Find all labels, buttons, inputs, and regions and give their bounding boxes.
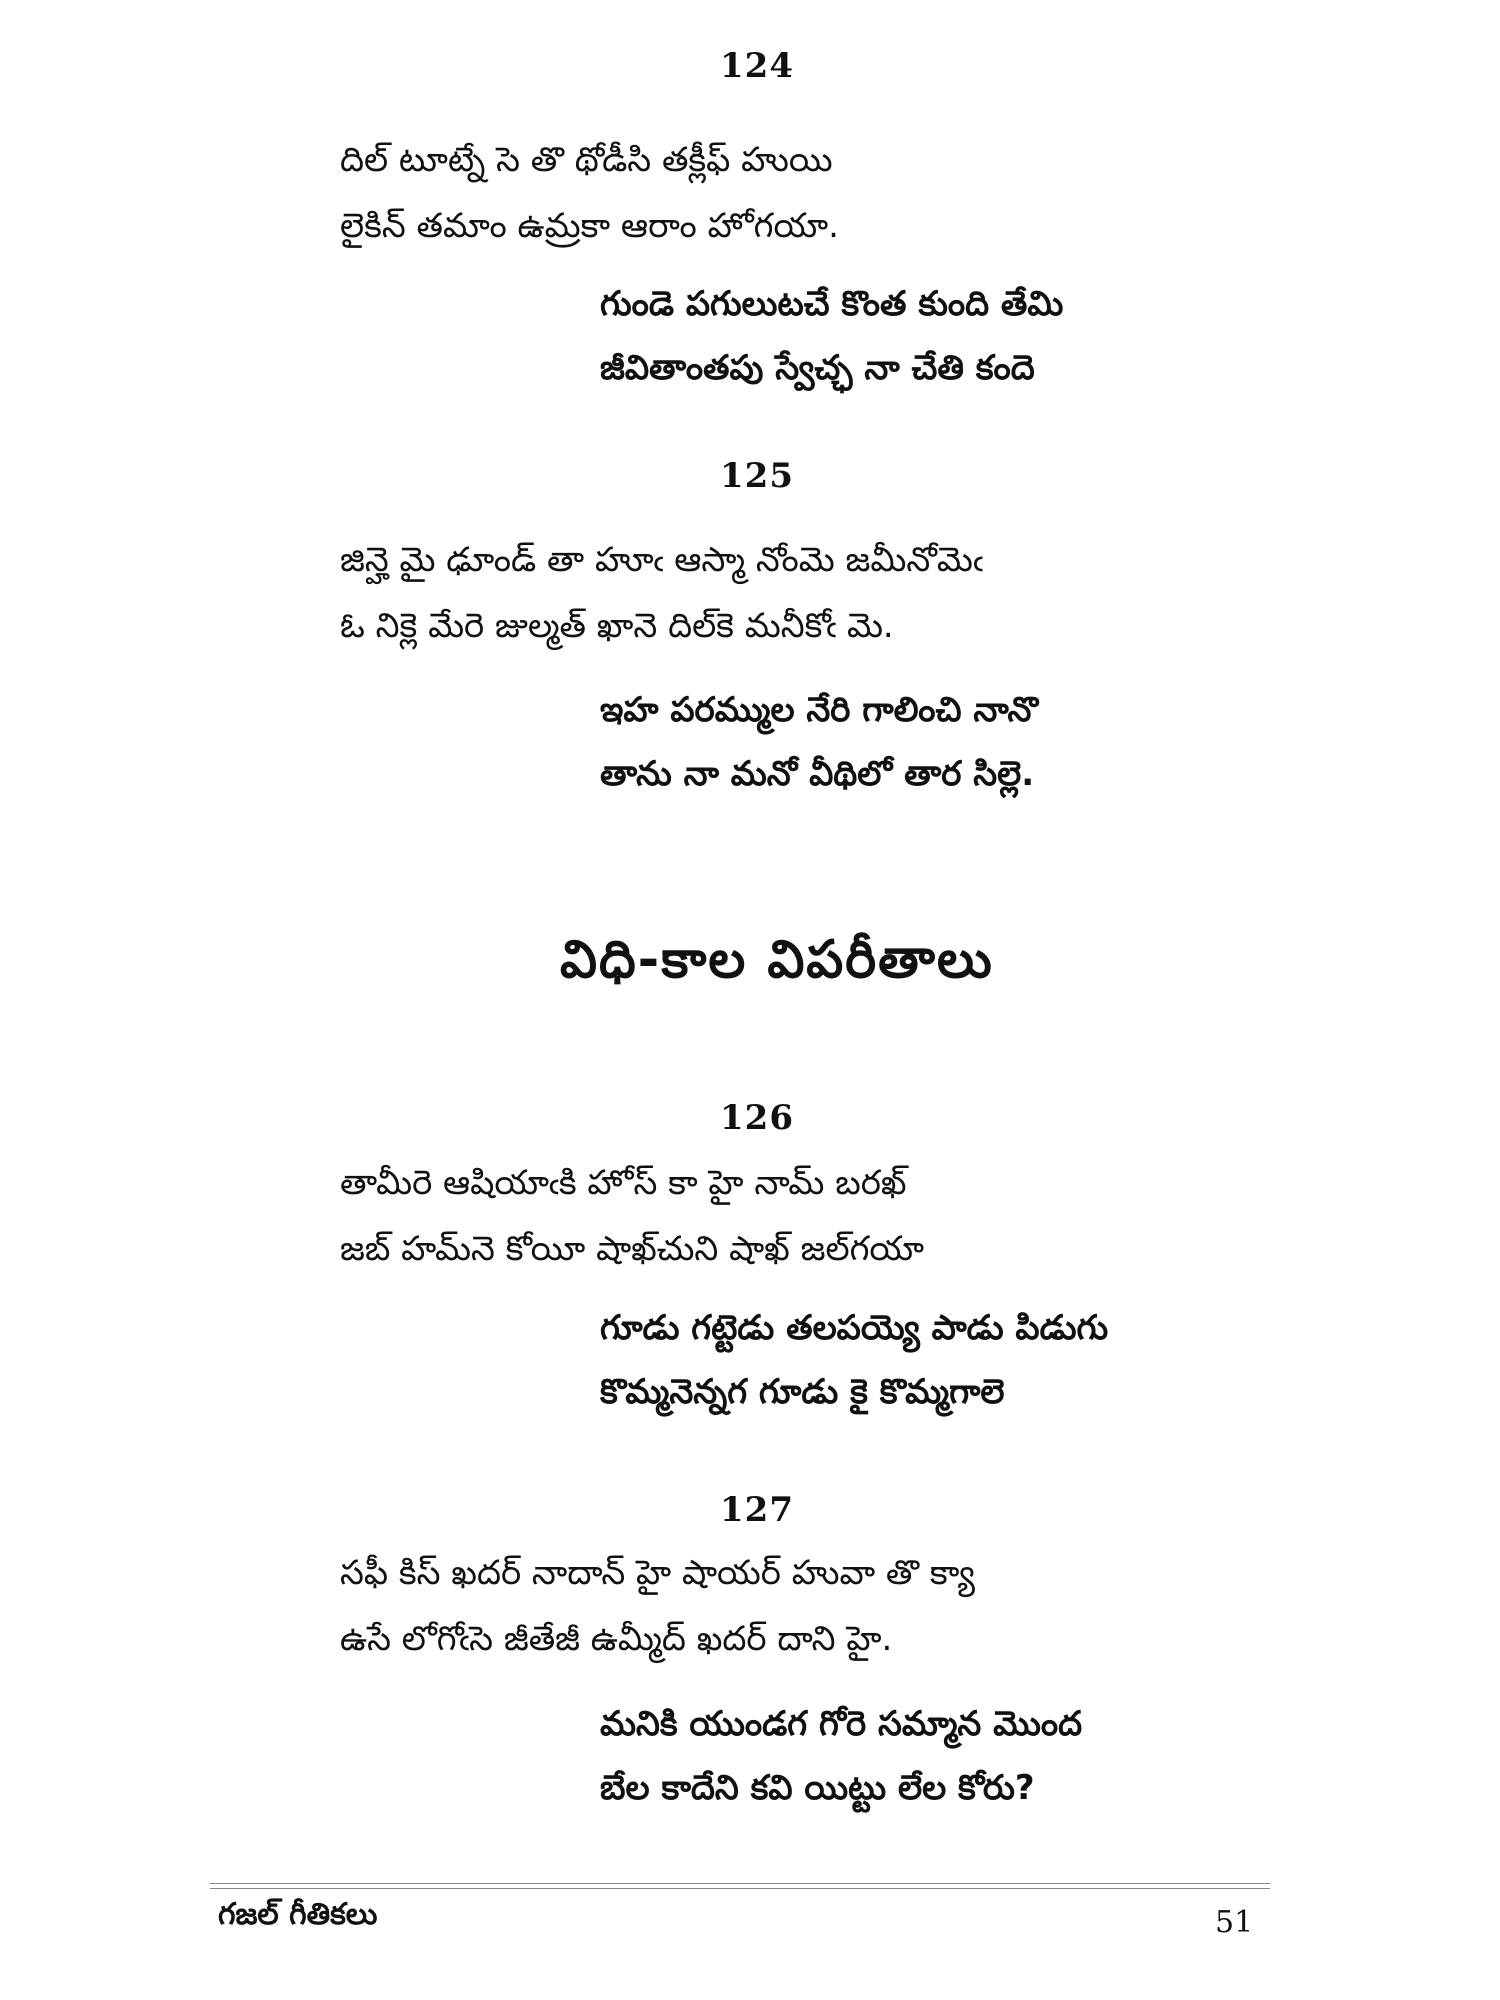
urdu-line: ఉసే లోగోఁసె జీతేజీ ఉమ్మీద్ ఖదర్ దాని హై.: [340, 1619, 893, 1659]
urdu-couplet: [340, 1540, 975, 1672]
verse-number: 124: [720, 46, 794, 86]
urdu-line: జిన్హె మై ఢూండ్ తా హూఁ ఆస్మా నోంమె జమీనోమెఁ: [340, 540, 984, 580]
urdu-line: సఫీ కిస్ ఖదర్ నాదాన్ హై షాయర్ హువా తొ క్యా: [340, 1553, 975, 1593]
urdu-couplet: [340, 127, 839, 259]
verse-number: 127: [720, 1490, 794, 1530]
urdu-couplet: [340, 527, 983, 659]
footer-rule: [210, 1883, 1270, 1884]
telugu-line: మనికి యుండగ గోరె సమ్మాన మొంద: [600, 1704, 1083, 1744]
urdu-line: జబ్ హమ్‌నె కోయీ షాఖ్‌చుని షాఖ్ జల్‌గయా: [340, 1229, 925, 1269]
verse-number: 126: [720, 1098, 794, 1138]
telugu-line: ఇహ పరమ్ముల నేరి గాలించి నానొ: [600, 690, 1038, 730]
telugu-translation: [600, 1692, 1082, 1820]
telugu-line: గూడు గట్టెడు తలపయ్యె పాడు పిడుగు: [600, 1308, 1109, 1348]
telugu-translation: [600, 1296, 1108, 1424]
urdu-line: దిల్ టూట్నే సె తొ థోడీసి తక్లీఫ్ హుయి: [340, 140, 833, 180]
urdu-line: తామీరె ఆషియాఁకి హోస్ కా హై నామ్ బరఖ్: [340, 1163, 907, 1203]
telugu-translation: [600, 272, 1063, 400]
urdu-line: లైకిన్ తమాం ఉమ్రకా ఆరాం హోగయా.: [340, 206, 839, 246]
telugu-line: తాను నా మనో వీథిలో తార సిల్లె.: [600, 754, 1035, 794]
telugu-line: గుండె పగులుటచే కొంత కుంది తేమి: [600, 284, 1064, 324]
telugu-line: కొమ్మనెన్నగ గూడు కై కొమ్మగాలె: [600, 1372, 1005, 1412]
urdu-couplet: [340, 1150, 924, 1282]
telugu-line: బేల కాదేని కవి యిట్టు లేల కోరు?: [600, 1768, 1035, 1808]
footer-book-title: గజల్ గీతికలు: [218, 1897, 378, 1932]
urdu-line: ఓ నిక్లె మేరె జుల్మత్ ఖానె దిల్‌కె మనీకోఁ మె.: [340, 606, 894, 646]
section-heading: విధి-కాల విపరీతాలు: [560, 930, 994, 990]
page-number: 51: [1215, 1905, 1254, 1940]
footer-rule: [210, 1888, 1270, 1889]
verse-number: 125: [720, 456, 794, 496]
telugu-line: జీవితాంతపు స్వేచ్ఛ నా చేతి కందె: [600, 348, 1035, 388]
telugu-translation: [600, 678, 1038, 806]
